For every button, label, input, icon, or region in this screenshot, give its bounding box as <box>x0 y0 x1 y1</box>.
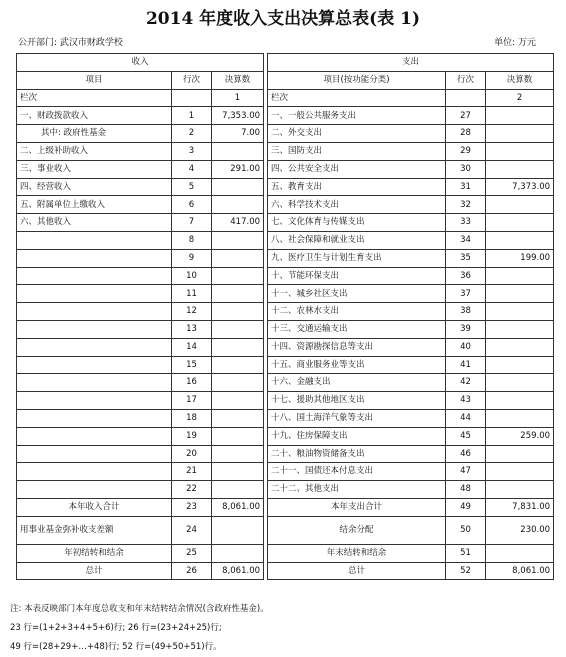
income-row-number: 5 <box>172 178 212 196</box>
expense-row-number: 48 <box>446 481 486 499</box>
expense-item-header: 项目(按功能分类) <box>268 71 446 89</box>
expense-item: 十五、商业服务业等支出 <box>268 356 446 374</box>
income-row-number: 10 <box>172 267 212 285</box>
income-amount: 7.00 <box>212 125 264 143</box>
income-item <box>17 303 172 321</box>
expense-amount <box>486 392 554 410</box>
column-number-row <box>17 89 554 107</box>
expense-amount <box>486 214 554 232</box>
expense-item: 一、一般公共服务支出 <box>268 107 446 125</box>
expense-item: 十七、援助其他地区支出 <box>268 392 446 410</box>
income-amount <box>212 374 264 392</box>
expense-amount <box>486 481 554 499</box>
expense-amount: 230.00 <box>486 516 554 544</box>
income-row-number: 3 <box>172 142 212 160</box>
income-amount <box>212 463 264 481</box>
table-row <box>17 481 554 499</box>
income-item <box>17 338 172 356</box>
notes-block <box>10 600 269 657</box>
table-row <box>17 392 554 410</box>
expense-amount <box>486 356 554 374</box>
income-item: 总计 <box>17 562 172 580</box>
expense-item: 本年支出合计 <box>268 498 446 516</box>
income-item <box>17 463 172 481</box>
table-row <box>17 214 554 232</box>
expense-amount <box>486 320 554 338</box>
table-row <box>17 107 554 125</box>
note-line: 49 行=(28+29+…+48)行; 52 行=(49+50+51)行。 <box>10 642 222 652</box>
income-item-header: 项目 <box>17 71 172 89</box>
expense-item: 二十二、其他支出 <box>268 481 446 499</box>
expense-item: 十九、住房保障支出 <box>268 427 446 445</box>
income-amount <box>212 392 264 410</box>
income-row-number: 21 <box>172 463 212 481</box>
table-row <box>17 196 554 214</box>
income-item: 年初结转和结余 <box>17 544 172 562</box>
income-item <box>17 427 172 445</box>
income-item <box>17 249 172 267</box>
expense-item: 二十、粮油物资储备支出 <box>268 445 446 463</box>
table-row <box>17 463 554 481</box>
income-amount <box>212 196 264 214</box>
income-item <box>17 409 172 427</box>
income-row-number: 8 <box>172 231 212 249</box>
income-amount: 8,061.00 <box>212 562 264 580</box>
table-row <box>17 231 554 249</box>
table-row <box>17 445 554 463</box>
expense-amount <box>486 196 554 214</box>
income-item: 五、附属单位上缴收入 <box>17 196 172 214</box>
income-item: 一、财政拨款收入 <box>17 107 172 125</box>
income-row-number: 17 <box>172 392 212 410</box>
income-item: 本年收入合计 <box>17 498 172 516</box>
income-amount <box>212 427 264 445</box>
income-amount <box>212 356 264 374</box>
income-item: 二、上级补助收入 <box>17 142 172 160</box>
income-item: 六、其他收入 <box>17 214 172 232</box>
income-amount: 7,353.00 <box>212 107 264 125</box>
expense-row-number: 27 <box>446 107 486 125</box>
expense-row-number: 33 <box>446 214 486 232</box>
expense-row-number: 38 <box>446 303 486 321</box>
income-amount <box>212 231 264 249</box>
expense-row-number: 43 <box>446 392 486 410</box>
income-amount <box>212 178 264 196</box>
income-row-number: 23 <box>172 498 212 516</box>
income-item <box>17 481 172 499</box>
expense-amount <box>486 231 554 249</box>
expense-item: 七、文化体育与传媒支出 <box>268 214 446 232</box>
expense-item: 四、公共安全支出 <box>268 160 446 178</box>
income-item <box>17 285 172 303</box>
income-row-number: 6 <box>172 196 212 214</box>
expense-item: 十、节能环保支出 <box>268 267 446 285</box>
expense-amount <box>486 303 554 321</box>
income-amount <box>212 544 264 562</box>
income-row-number: 7 <box>172 214 212 232</box>
expense-row-number: 32 <box>446 196 486 214</box>
income-amount <box>212 320 264 338</box>
expense-amount: 199.00 <box>486 249 554 267</box>
expense-amount-header: 决算数 <box>486 71 554 89</box>
expense-row-number: 45 <box>446 427 486 445</box>
expense-row-number: 44 <box>446 409 486 427</box>
note-line: 23 行=(1+2+3+4+5+6)行; 26 行=(23+24+25)行; <box>10 623 222 633</box>
income-item: 三、事业收入 <box>17 160 172 178</box>
expense-row-number: 46 <box>446 445 486 463</box>
expense-row-number: 41 <box>446 356 486 374</box>
income-item: 其中: 政府性基金 <box>17 125 172 143</box>
expense-amount <box>486 544 554 562</box>
table-row <box>17 285 554 303</box>
income-amount: 8,061.00 <box>212 498 264 516</box>
expense-row-number: 30 <box>446 160 486 178</box>
income-amount <box>212 267 264 285</box>
total-row <box>17 498 554 516</box>
income-column-number: 1 <box>212 89 264 107</box>
income-item <box>17 392 172 410</box>
income-row-number: 16 <box>172 374 212 392</box>
income-item <box>17 445 172 463</box>
expense-row-number: 51 <box>446 544 486 562</box>
expense-row-number: 29 <box>446 142 486 160</box>
income-row-number: 26 <box>172 562 212 580</box>
total-row <box>17 544 554 562</box>
expense-item: 三、国防支出 <box>268 142 446 160</box>
expense-row-number: 49 <box>446 498 486 516</box>
expense-row-number: 40 <box>446 338 486 356</box>
income-item <box>17 231 172 249</box>
income-amount-header: 决算数 <box>212 71 264 89</box>
column-header-row <box>17 71 554 89</box>
income-row-number: 12 <box>172 303 212 321</box>
income-column-label: 栏次 <box>17 89 172 107</box>
expense-row-number: 34 <box>446 231 486 249</box>
income-amount: 291.00 <box>212 160 264 178</box>
expense-column-label: 栏次 <box>268 89 446 107</box>
expense-amount <box>486 125 554 143</box>
expense-item: 九、医疗卫生与计划生育支出 <box>268 249 446 267</box>
expense-amount <box>486 463 554 481</box>
expense-amount: 7,373.00 <box>486 178 554 196</box>
expense-column-number: 2 <box>486 89 554 107</box>
table-row <box>17 249 554 267</box>
expense-amount <box>486 338 554 356</box>
department-label: 公开部门: 武汉市财政学校 <box>18 38 123 48</box>
expense-item: 五、教育支出 <box>268 178 446 196</box>
income-item: 用事业基金弥补收支差额 <box>17 516 172 544</box>
income-row-number: 14 <box>172 338 212 356</box>
note-line: 注: 本表反映部门本年度总收支和年末结转结余情况(含政府性基金)。 <box>10 604 269 614</box>
expense-row-number: 52 <box>446 562 486 580</box>
income-row-number: 25 <box>172 544 212 562</box>
income-item <box>17 320 172 338</box>
expense-item: 六、科学技术支出 <box>268 196 446 214</box>
income-item <box>17 374 172 392</box>
expense-amount <box>486 267 554 285</box>
expense-row-number: 28 <box>446 125 486 143</box>
table-row <box>17 338 554 356</box>
expense-item: 结余分配 <box>268 516 446 544</box>
expense-row-number: 39 <box>446 320 486 338</box>
expense-item: 总计 <box>268 562 446 580</box>
income-row-number: 11 <box>172 285 212 303</box>
total-row <box>17 562 554 580</box>
expense-amount <box>486 142 554 160</box>
expense-row-number: 31 <box>446 178 486 196</box>
expense-item: 十二、农林水支出 <box>268 303 446 321</box>
table-row <box>17 267 554 285</box>
expense-amount: 7,831.00 <box>486 498 554 516</box>
expense-amount <box>486 160 554 178</box>
income-amount: 417.00 <box>212 214 264 232</box>
income-item <box>17 267 172 285</box>
expense-amount: 259.00 <box>486 427 554 445</box>
income-amount <box>212 445 264 463</box>
income-item: 四、经营收入 <box>17 178 172 196</box>
total-row <box>17 516 554 544</box>
expense-amount: 8,061.00 <box>486 562 554 580</box>
expense-item: 十三、交通运输支出 <box>268 320 446 338</box>
expense-item: 八、社会保障和就业支出 <box>268 231 446 249</box>
income-row-number: 15 <box>172 356 212 374</box>
table-row <box>17 160 554 178</box>
income-section-header: 收入 <box>17 54 264 72</box>
income-row-number: 20 <box>172 445 212 463</box>
income-amount <box>212 142 264 160</box>
expense-item: 二十一、国债还本付息支出 <box>268 463 446 481</box>
income-row-number: 24 <box>172 516 212 544</box>
expense-item: 十一、城乡社区支出 <box>268 285 446 303</box>
report-title: 2014 年度收入支出决算总表(表 1) <box>145 9 421 29</box>
expense-row-number: 36 <box>446 267 486 285</box>
expense-row-number: 42 <box>446 374 486 392</box>
budget-table <box>16 53 554 580</box>
income-amount <box>212 303 264 321</box>
income-row-header: 行次 <box>172 71 212 89</box>
income-amount <box>212 249 264 267</box>
income-amount <box>212 338 264 356</box>
table-row <box>17 303 554 321</box>
expense-amount <box>486 374 554 392</box>
income-item <box>17 356 172 374</box>
table-row <box>17 409 554 427</box>
income-row-number: 9 <box>172 249 212 267</box>
expense-amount <box>486 409 554 427</box>
expense-amount <box>486 285 554 303</box>
table-row <box>17 374 554 392</box>
section-header-row <box>17 54 554 72</box>
income-row-number: 13 <box>172 320 212 338</box>
table-row <box>17 356 554 374</box>
expense-section-header: 支出 <box>268 54 554 72</box>
expense-amount <box>486 107 554 125</box>
expense-item: 年末结转和结余 <box>268 544 446 562</box>
income-row-number: 2 <box>172 125 212 143</box>
unit-label: 单位: 万元 <box>494 38 536 48</box>
table-row <box>17 142 554 160</box>
expense-row-number: 47 <box>446 463 486 481</box>
table-row <box>17 125 554 143</box>
expense-item: 十六、金融支出 <box>268 374 446 392</box>
expense-item: 十八、国土海洋气象等支出 <box>268 409 446 427</box>
income-amount <box>212 409 264 427</box>
income-amount <box>212 516 264 544</box>
income-row-number: 22 <box>172 481 212 499</box>
expense-row-number: 50 <box>446 516 486 544</box>
income-amount <box>212 285 264 303</box>
expense-row-header: 行次 <box>446 71 486 89</box>
table-row <box>17 320 554 338</box>
table-row <box>17 178 554 196</box>
expense-row-number: 37 <box>446 285 486 303</box>
table-row <box>17 427 554 445</box>
expense-item: 二、外交支出 <box>268 125 446 143</box>
income-row-number: 4 <box>172 160 212 178</box>
expense-item: 十四、资源勘探信息等支出 <box>268 338 446 356</box>
income-row-number: 18 <box>172 409 212 427</box>
income-amount <box>212 481 264 499</box>
income-row-number: 1 <box>172 107 212 125</box>
income-row-number: 19 <box>172 427 212 445</box>
expense-amount <box>486 445 554 463</box>
expense-row-number: 35 <box>446 249 486 267</box>
